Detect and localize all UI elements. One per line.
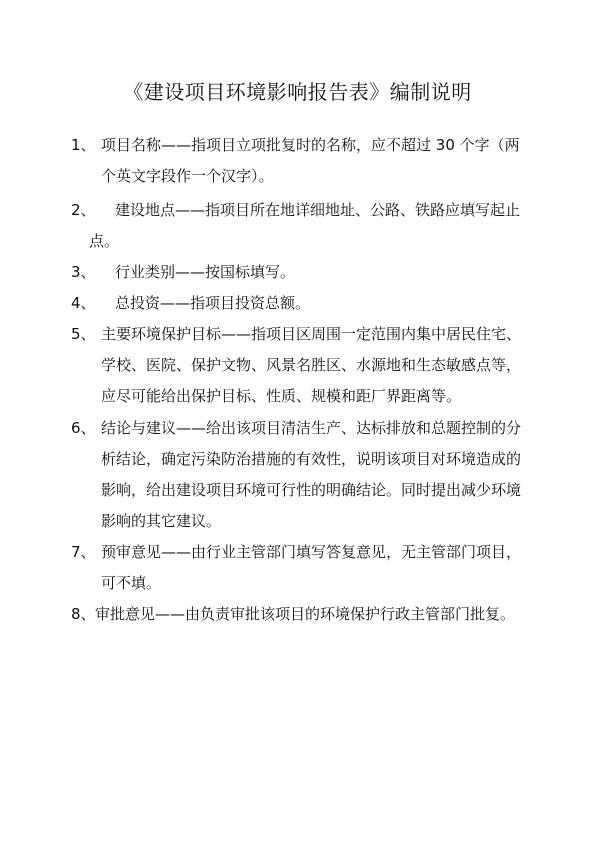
list-item-1 bbox=[71, 130, 551, 192]
list-item-6 bbox=[71, 413, 551, 537]
item-number: 6、 bbox=[71, 419, 96, 437]
item-text-continued: 应尽可能给出保护目标、性质、规模和距厂界距离等。 bbox=[101, 387, 462, 405]
list-item-8 bbox=[71, 599, 551, 630]
item-number: 2、 bbox=[71, 201, 96, 219]
item-text: 项目名称——指项目立项批复时的名称，应不超过 30 个字（两 bbox=[101, 136, 520, 154]
item-text-continued: 点。 bbox=[89, 232, 120, 250]
item-number: 1、 bbox=[71, 136, 96, 154]
item-number: 8、 bbox=[71, 605, 96, 623]
item-text: 结论与建议——给出该项目清洁生产、达标排放和总题控制的分 bbox=[101, 419, 522, 437]
item-text-continued: 学校、医院、保护文物、风景名胜区、水源地和生态敏感点等， bbox=[101, 356, 522, 374]
item-text: 预审意见——由行业主管部门填写答复意见，无主管部门项目， bbox=[101, 543, 522, 561]
page-title: 《建设项目环境影响报告表》编制说明 bbox=[123, 80, 472, 104]
item-text-continued: 可不填。 bbox=[101, 574, 162, 592]
item-text: 审批意见——由负责审批该项目的环境保护行政主管部门批复。 bbox=[95, 605, 516, 623]
item-text-continued: 个英文字段作一个汉字）。 bbox=[101, 167, 274, 185]
item-number: 4、 bbox=[71, 294, 96, 312]
list-item-2 bbox=[71, 195, 551, 257]
list-item-5 bbox=[71, 319, 551, 412]
item-text-continued: 影响的其它建议。 bbox=[101, 512, 222, 530]
item-text: 行业类别——按国标填写。 bbox=[115, 263, 296, 281]
item-text-continued: 影响，给出建设项目环境可行性的明确结论。同时提出减少环境 bbox=[101, 481, 522, 499]
list-item-3 bbox=[71, 257, 551, 288]
item-text-continued: 析结论，确定污染防治措施的有效性，说明该项目对环境造成的 bbox=[101, 450, 522, 468]
item-number: 3、 bbox=[71, 263, 96, 281]
item-text: 建设地点——指项目所在地详细地址、公路、铁路应填写起止 bbox=[115, 201, 521, 219]
item-text: 总投资——指项目投资总额。 bbox=[115, 294, 311, 312]
list-item-4 bbox=[71, 288, 551, 319]
list-item-7 bbox=[71, 537, 551, 599]
item-text: 主要环境保护目标——指项目区周围一定范围内集中居民住宅、 bbox=[101, 325, 522, 343]
item-number: 7、 bbox=[71, 543, 96, 561]
item-number: 5、 bbox=[71, 325, 96, 343]
